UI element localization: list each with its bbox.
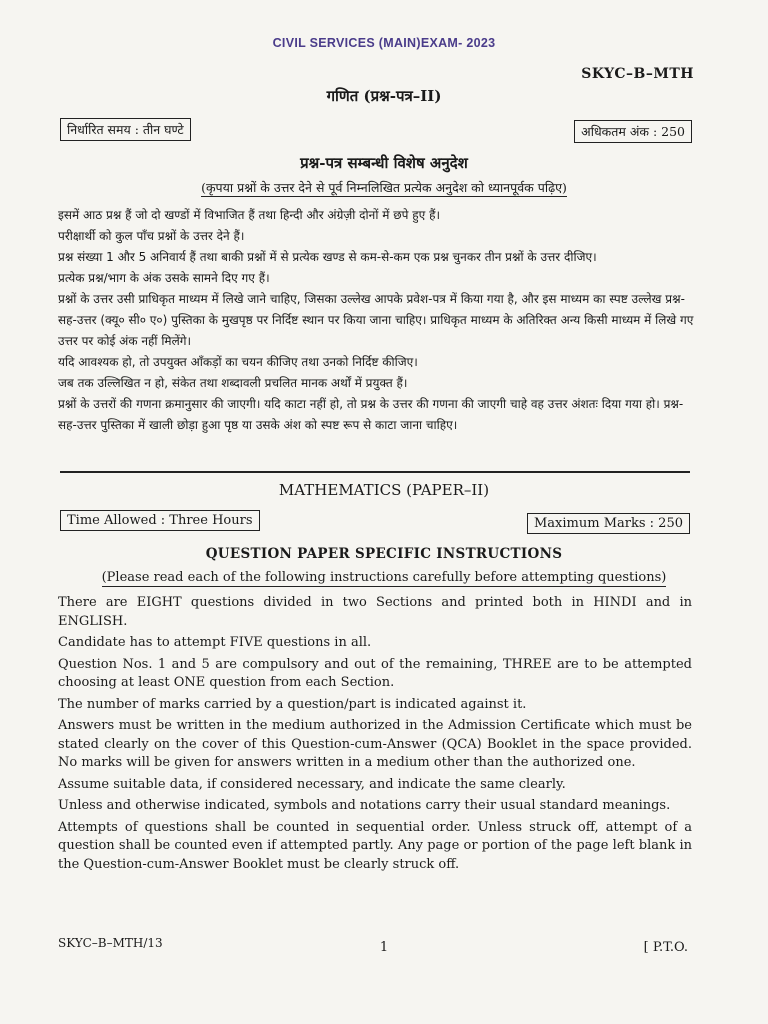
english-instructions-title: QUESTION PAPER SPECIFIC INSTRUCTIONS (205, 546, 563, 562)
english-instruction: Answers must be written in the medium authorized in the Admission Certificate which must be stated clearly on the cover of this Question-cum-Answer (QCA) Booklet in the space provided. No marks will be given for answers written in a medium other than the authorized one. (58, 718, 692, 770)
english-instruction: Unless and otherwise indicated, symbols and notations carry their usual standard meanings. (58, 798, 671, 813)
hindi-max-marks-box: अधिकतम अंक : 250 (574, 120, 692, 143)
hindi-instructions-title: प्रश्न-पत्र सम्बन्धी विशेष अनुदेश (300, 154, 468, 172)
english-subject-title: MATHEMATICS (PAPER–II) (278, 481, 490, 499)
english-instructions-list (58, 594, 692, 877)
hindi-instruction: यदि आवश्यक हो, तो उपयुक्त आँकड़ों का चयन कीजिए तथा उनको निर्दिष्ट कीजिए। (58, 355, 418, 369)
hindi-instructions-list (58, 205, 694, 436)
english-instruction: Question Nos. 1 and 5 are compulsory and out of the remaining, THREE are to be attempted choosing at least ONE question from each Section. (58, 656, 692, 690)
hindi-instruction: परीक्षार्थी को कुल पाँच प्रश्नों के उत्तर देने हैं। (58, 229, 245, 243)
hindi-instructions-subtitle: (कृपया प्रश्नों के उत्तर देने से पूर्व निम्नलिखित प्रत्येक अनुदेश को ध्यानपूर्वक पढ़िए) (201, 180, 567, 195)
page-number: 1 (379, 940, 389, 955)
english-instructions-subtitle: (Please read each of the following instructions carefully before attempting questions) (101, 570, 667, 585)
pto-label: [ P.T.O. (643, 940, 688, 955)
hindi-instruction: प्रश्न संख्या 1 और 5 अनिवार्य हैं तथा बाकी प्रश्नों में से प्रत्येक खण्ड से कम-से-कम एक प्रश्न चुनकर तीन प्रश्नों के उत्तर दीजिए। (58, 250, 597, 264)
footer-paper-code: SKYC–B–MTH/13 (58, 936, 163, 950)
section-divider (60, 471, 690, 473)
english-instruction: There are EIGHT questions divided in two Sections and printed both in HINDI and in ENGLISH. (58, 595, 692, 629)
english-instruction: Candidate has to attempt FIVE questions in all. (58, 635, 372, 650)
paper-code: SKYC–B–MTH (581, 66, 694, 82)
english-instruction: Assume suitable data, if considered necessary, and indicate the same clearly. (58, 776, 566, 792)
english-instruction: Attempts of questions shall be counted in sequential order. Unless struck off, attempt of a question shall be counted even if attempted partly. Any page or portion of the page left blank in the Question-cum-Answer Booklet must be clearly struck off. (58, 819, 692, 872)
hindi-instruction: प्रत्येक प्रश्न/भाग के अंक उसके सामने दिए गए हैं। (58, 271, 270, 285)
english-time-allowed-box: Time Allowed : Three Hours (60, 510, 260, 531)
english-instruction: The number of marks carried by a question/part is indicated against it. (58, 696, 527, 712)
hindi-subject-title: गणित (प्रश्न-पत्र–II) (326, 87, 442, 105)
exam-stamp: CIVIL SERVICES (MAIN)EXAM- 2023 (272, 36, 496, 50)
hindi-instruction: इसमें आठ प्रश्न हैं जो दो खण्डों में विभाजित हैं तथा हिन्दी और अंग्रेज़ी दोनों में छपे हुए हैं। (58, 208, 441, 222)
hindi-instruction: जब तक उल्लिखित न हो, संकेत तथा शब्दावली प्रचलित मानक अर्थों में प्रयुक्त हैं। (58, 376, 408, 390)
hindi-instruction: प्रश्नों के उत्तर उसी प्राधिकृत माध्यम में लिखे जाने चाहिए, जिसका उल्लेख आपके प्रवेश-पत्र में किया गया है, और इस माध्यम का स्पष्ट उल्लेख प्रश्न-सह-उत्तर (क्यू० सी० ए०) पुस्तिका के मुखपृष्ठ पर निर्दिष्ट स्थान पर किया जाना चाहिए। प्राधिकृत माध्यम के अतिरिक्त अन्य किसी माध्यम में लिखे गए उत्तर पर कोई अंक नहीं मिलेंगे। (58, 292, 694, 348)
hindi-time-allowed-box: निर्धारित समय : तीन घण्टे (60, 118, 191, 141)
hindi-instruction: प्रश्नों के उत्तरों की गणना क्रमानुसार की जाएगी। यदि काटा नहीं हो, तो प्रश्न के उत्तर की गणना की जाएगी चाहे वह उत्तर अंशतः दिया गया हो। प्रश्न-सह-उत्तर पुस्तिका में खाली छोड़ा हुआ पृष्ठ या उसके अंश को स्पष्ट रूप से काटा जाना चाहिए। (58, 397, 684, 432)
english-max-marks-box: Maximum Marks : 250 (527, 513, 690, 534)
